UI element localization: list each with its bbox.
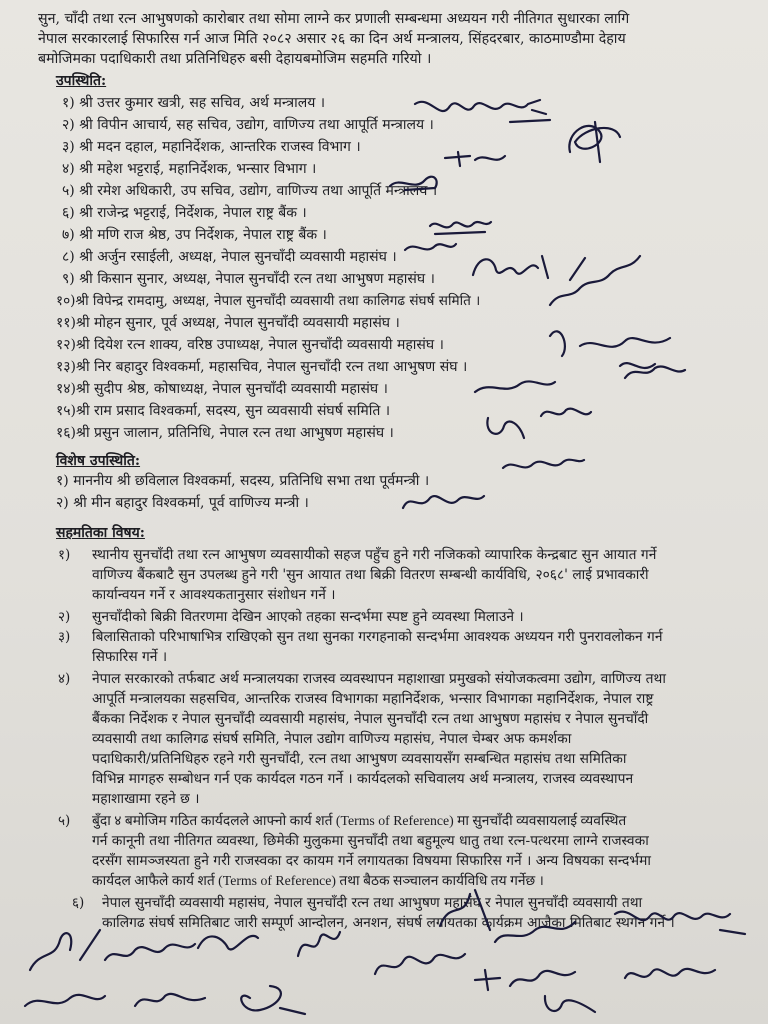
attendee-row xyxy=(62,160,316,178)
agreement-line: बैंकका निर्देशक र नेपाल सुनचाँदी व्यवसायी महासंघ, नेपाल सुनचाँदी रत्न तथा आभुषण महासंघ र नेपाल सुनचाँदी xyxy=(92,711,649,727)
attendee-text: श्री अर्जुन रसाईली, अध्यक्ष, नेपाल सुनचाँदी व्यवसायी महासंघ । xyxy=(79,249,397,265)
signature-5 xyxy=(425,214,495,238)
signature-14 xyxy=(498,452,588,478)
agreement-line: नेपाल सुनचाँदी व्यवसायी महासंघ, नेपाल सुनचाँदी रत्न तथा आभुषण महासंघ र नेपाल सुनचाँदी व्यवसायी तथा xyxy=(102,895,643,911)
signature-4 xyxy=(385,168,445,196)
attendee-number: ५) xyxy=(62,183,75,199)
signature-12 xyxy=(480,410,530,444)
attendee-text: श्री प्रसुन जालान, प्रतिनिधि, नेपाल रत्न तथा आभुषण महासंघ । xyxy=(76,425,394,441)
attendee-text: श्री दियेश रत्न शाक्य, वरिष्ठ उपाध्यक्ष, नेपाल सुनचाँदी व्यवसायी महासंघ । xyxy=(76,337,444,353)
attendee-number: ११) xyxy=(56,315,77,331)
agreement-line: विभिन्न मागहरु सम्बोधन गर्न एक कार्यदल गठन गर्ने । कार्यदलको सचिवालय अर्थ मन्त्रालय, राजस्व व्यवस्थापन xyxy=(92,771,634,787)
intro-line-1: सुन, चाँदी तथा रत्न आभुषणको कारोबार तथा सोमा लाग्ने कर प्रणाली सम्बन्धमा अध्ययन गरी नीतिगत सुधारका लागि xyxy=(38,11,630,27)
attendee-number: १४) xyxy=(56,381,77,397)
attendee-row xyxy=(62,204,307,222)
attendee-text: माननीय श्री छविलाल विश्वकर्मा, सदस्य, प्रतिनिधि सभा तथा पूर्वमन्त्री । xyxy=(73,473,430,489)
attendee-number: ४) xyxy=(62,161,75,177)
signature-13 xyxy=(536,400,596,428)
attendee-text: श्री राम प्रसाद विश्वकर्मा, सदस्य, सुन व्यवसायी संघर्ष समिति । xyxy=(76,403,391,419)
attendee-row xyxy=(62,182,437,200)
agreement-line: बुँदा ४ बमोजिम गठित कार्यदलले आफ्नो कार्य शर्त (Terms of Reference) मा सुनचाँदी व्यवसायलाई व्यवस्थित xyxy=(92,813,627,828)
intro-line-3: बमोजिमका पदाधिकारी तथा प्रतिनिधिहरु बसी देहायबमोजिम सहमति गरियो । xyxy=(38,51,432,67)
agreement-line: स्थानीय सुनचाँदी तथा रत्न आभुषण व्यवसायीको सहज पहुँच हुने गरी नजिकको व्यापारिक केन्द्रबाट सुन आयात गर्ने xyxy=(92,547,657,563)
intro-line-2: नेपाल सरकारलाई सिफारिस गर्न आज मिति २०८२ असार २६ का दिन अर्थ मन्त्रालय, सिंहदरबार, काठमाण्डौमा देहाय xyxy=(38,31,626,47)
signature-2 xyxy=(560,112,630,167)
agreement-line: कार्यदल आफैले कार्य शर्त (Terms of Reference) तथा बैठक सञ्चालन कार्यविधि तय गर्नेछ । xyxy=(92,873,544,888)
agreement-line: दरसँग सामञ्जस्यता हुने गरी राजस्वका दर कायम गर्ने लगायतका विषयमा सिफारिस गर्ने । अन्य विषयका सन्दर्भमा xyxy=(92,853,651,869)
attendee-text: श्री मोहन सुनार, पूर्व अध्यक्ष, नेपाल सुनचाँदी व्यवसायी महासंघ । xyxy=(76,315,400,331)
signature-19 xyxy=(290,920,350,966)
attendee-text: श्री महेश भट्टराई, महानिर्देशक, भन्सार विभाग । xyxy=(79,161,317,177)
attendee-row xyxy=(62,226,327,244)
attendee-text: श्री मणि राज श्रेष्ठ, उप निर्देशक, नेपाल राष्ट्र बैंक । xyxy=(79,227,327,243)
agreement-line: गर्न कानूनी तथा नीतिगत व्यवस्था, छिमेकी मुलुकमा सुनचाँदी तथा बहुमूल्य धातु तथा रत्न-पत्थरमा लाग्ने राजस्वका xyxy=(92,833,649,849)
agreement-line: सिफारिस गर्ने । xyxy=(92,649,168,665)
agreement-number: ३) xyxy=(58,629,71,645)
agreement-line: कालिगढ संघर्ष समितिबाट जारी सम्पूर्ण आन्दोलन, अनशन, संघर्ष लगायतका कार्यक्रम आजैका मितिबाट स्थगन गर्ने । xyxy=(102,915,675,931)
attendance-heading: उपस्थिति: xyxy=(56,73,107,89)
agreement-number: २) xyxy=(58,609,71,625)
attendee-row xyxy=(62,138,361,156)
agreement-number: ४) xyxy=(58,671,71,687)
signature-18 xyxy=(188,918,268,958)
agreement-heading: सहमतिका विषय: xyxy=(56,525,145,541)
agreement-line: वाणिज्य बैंकबाटै सुन उपलब्ध हुने गरी 'सुन आयात तथा बिक्री वितरण सम्बन्धी कार्यविधि, २०६८' लाई प्रभावकारी xyxy=(92,567,649,583)
attendee-text: श्री राजेन्द्र भट्टराई, निर्देशक, नेपाल राष्ट्र बैंक । xyxy=(79,205,307,221)
attendee-row xyxy=(56,402,390,420)
agreement-line: कार्यान्वयन गर्ने र आवश्यकतानुसार संशोधन गर्ने । xyxy=(92,587,336,603)
signature-29 xyxy=(620,958,720,998)
signature-17 xyxy=(100,930,200,970)
signature-28 xyxy=(540,990,600,1018)
attendee-row xyxy=(62,116,434,134)
attendee-number: ३) xyxy=(62,139,75,155)
signature-10 xyxy=(620,360,690,384)
signature-1 xyxy=(410,92,560,132)
attendee-text: श्री उत्तर कुमार खत्री, सह सचिव, अर्थ मन्त्रालय । xyxy=(79,95,326,111)
signature-24 xyxy=(20,982,110,1016)
special-attendee-row xyxy=(56,494,309,512)
attendee-number: २) xyxy=(56,495,69,511)
signature-26 xyxy=(230,978,310,1018)
signature-23 xyxy=(610,900,750,946)
attendee-row xyxy=(56,358,467,376)
attendee-row xyxy=(56,424,394,442)
signature-15 xyxy=(398,486,488,516)
attendee-number: १२) xyxy=(56,337,77,353)
attendee-text: श्री मदन दहाल, महानिर्देशक, आन्तरिक राजस्व विभाग । xyxy=(79,139,361,155)
agreement-number: ६) xyxy=(72,895,85,911)
attendee-number: ७) xyxy=(62,227,75,243)
attendee-number: १) xyxy=(62,95,75,111)
attendee-row xyxy=(56,292,480,310)
attendee-text: श्री रमेश अधिकारी, उप सचिव, उद्योग, वाणिज्य तथा आपूर्ति मन्त्रालय । xyxy=(79,183,438,199)
attendee-row xyxy=(62,248,397,266)
agreement-line: सुनचाँदीको बिक्री वितरणमा देखिन आएको तहका सन्दर्भमा स्पष्ट हुने व्यवस्था मिलाउने । xyxy=(92,609,524,625)
agreement-line: महाशाखामा रहने छ । xyxy=(92,791,200,807)
signature-6 xyxy=(400,236,460,258)
signature-21 xyxy=(370,944,470,984)
attendee-row xyxy=(56,380,388,398)
special-attendance-heading: विशेष उपस्थिति: xyxy=(56,453,141,469)
attendee-text: श्री निर बहादुर विश्वकर्मा, महासचिव, नेपाल सुनचाँदी रत्न तथा आभुषण संघ । xyxy=(76,359,468,375)
attendee-row xyxy=(62,270,435,288)
attendee-number: १६) xyxy=(56,425,77,441)
signature-3 xyxy=(440,148,510,170)
attendee-text: श्री विपेन्द्र रामदामु, अध्यक्ष, नेपाल सुनचाँदी व्यवसायी तथा कालिगढ संघर्ष समिति । xyxy=(75,293,481,309)
attendee-row xyxy=(56,336,444,354)
attendee-number: १३) xyxy=(56,359,77,375)
agreement-line: पदाधिकारी/प्रतिनिधिहरु रहने गरी सुनचाँदी, रत्न तथा आभुषण व्यवसायसँग सम्बन्धित महासंघ तथा समितिका xyxy=(92,751,627,767)
agreement-line: बिलासिताको परिभाषाभित्र राखिएको सुन तथा सुनका गरगहनाको सन्दर्भमा आवश्यक अध्ययन गरी पुनरावलोकन गर्न xyxy=(92,629,663,645)
attendee-row xyxy=(62,94,325,112)
attendee-number: १०) xyxy=(56,293,76,309)
attendee-number: ८) xyxy=(62,249,75,265)
attendee-number: ९) xyxy=(62,271,75,287)
agreement-line: व्यवसायी तथा कालिगढ संघर्ष समिति, नेपाल उद्योग वाणिज्य महासंघ, नेपाल चेम्बर अफ कमर्शका xyxy=(92,731,572,747)
agreement-line: आपूर्ति मन्त्रालयका सहसचिव, आन्तरिक राजस्व विभागका महानिर्देशक, भन्सार विभागका महानिर्देशक, नेपाल राष्ट्र xyxy=(92,691,654,707)
attendee-number: ६) xyxy=(62,205,75,221)
signature-16 xyxy=(20,920,110,980)
attendee-number: १) xyxy=(56,473,69,489)
attendee-row xyxy=(56,314,400,332)
agreement-number: ५) xyxy=(58,813,71,829)
attendee-number: २) xyxy=(62,117,75,133)
attendee-text: श्री सुदीप श्रेष्ठ, कोषाध्यक्ष, नेपाल सुनचाँदी व्यवसायी महासंघ । xyxy=(76,381,388,397)
signature-25 xyxy=(130,984,210,1016)
signature-11 xyxy=(470,372,560,402)
attendee-number: १५) xyxy=(56,403,77,419)
attendee-text: श्री विपीन आचार्य, सह सचिव, उद्योग, वाणिज्य तथा आपूर्ति मन्त्रालय । xyxy=(79,117,434,133)
agreement-line: नेपाल सरकारको तर्फबाट अर्थ मन्त्रालयका राजस्व व्यवस्थापन महाशाखा प्रमुखको संयोजकत्वमा उद्योग, वाणिज्य तथा xyxy=(92,671,666,687)
signature-22 xyxy=(490,912,580,952)
special-attendee-row xyxy=(56,472,429,490)
signature-8 xyxy=(540,250,650,310)
attendee-text: श्री मीन बहादुर विश्वकर्मा, पूर्व वाणिज्य मन्त्री । xyxy=(73,495,309,511)
agreement-number: १) xyxy=(58,547,71,563)
attendee-text: श्री किसान सुनार, अध्यक्ष, नेपाल सुनचाँदी रत्न तथा आभुषण महासंघ । xyxy=(79,271,435,287)
